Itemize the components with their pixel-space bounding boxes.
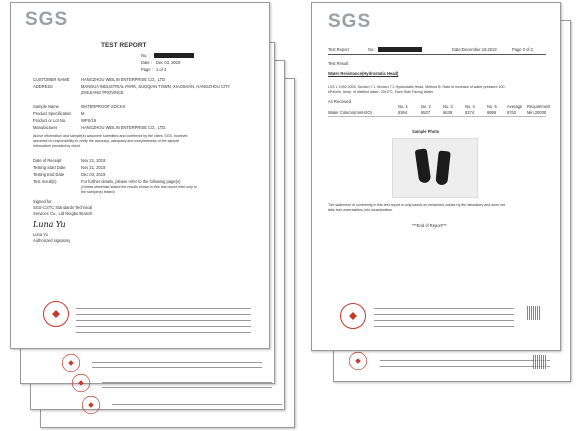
field-value: HANGZHOU WEILIN ENTERPRISE CO., LTD bbox=[81, 77, 166, 82]
header-no-label: No.: bbox=[368, 47, 376, 52]
date-label: Testing End Date bbox=[33, 172, 65, 177]
statement-line: The statement of conformity in this test report is only based on measured values by the laboratory and does not bbox=[328, 203, 505, 207]
table-cell: 6639 bbox=[443, 110, 453, 115]
end-of-report: ***End of Report*** bbox=[412, 223, 447, 228]
field-value: M bbox=[81, 111, 85, 116]
header-divider bbox=[328, 54, 546, 55]
field-value: ZHEJIANG PROVINCE bbox=[81, 90, 124, 95]
field-label: Sample Name bbox=[33, 104, 59, 109]
table-header: No. 3 bbox=[443, 104, 453, 109]
test-result-label: Test Result bbox=[328, 61, 349, 66]
table-row-label: Water Column(mmH2O) bbox=[328, 110, 372, 115]
date-value: Nov 21, 2019 bbox=[81, 158, 106, 163]
field-label: Product Specification bbox=[33, 111, 72, 116]
as-received-label: As Received bbox=[328, 99, 351, 104]
date-value: For further details, please refer to the following page(s) bbox=[81, 179, 181, 184]
date-value: Nov 21, 2019 bbox=[81, 165, 106, 170]
method-line: LSS L 1092:2009, Section 7.1 Section 7.1 Hydrostatic Head, Method B: Rate of increase of water pressure 100 bbox=[328, 85, 505, 89]
sample-photo bbox=[392, 138, 478, 198]
field-value: WATERPROOF SOCKS bbox=[81, 104, 126, 109]
field-label: ADDRESS bbox=[33, 84, 53, 89]
field-value: MANGUA INDUSTRIAL PARK, SUOQIAN TOWN, XIAOSHAN, HANGZHOU CITY bbox=[81, 84, 231, 89]
report-date-label: Date : bbox=[141, 60, 152, 65]
table-cell: 6364 bbox=[398, 110, 408, 115]
sgs-seal-icon bbox=[43, 301, 69, 327]
right-report-page bbox=[311, 2, 561, 351]
field-label: Product or Lot No. bbox=[33, 118, 67, 123]
table-cell: 6374 bbox=[465, 110, 475, 115]
disclaimer-line: Above information and sample(s) was/were submitted and confirmed by the client. SGS, however, bbox=[33, 134, 189, 138]
method-line: kPa/min, temp. of distilled water: 20±2°C, Face Side Facing Water bbox=[328, 90, 434, 94]
report-heading: TEST REPORT bbox=[101, 42, 147, 49]
header-date: Date:December 18,2019 bbox=[452, 47, 497, 52]
date-label: Date of Receipt bbox=[33, 158, 62, 163]
date-label: Testing Start Date bbox=[33, 165, 66, 170]
report-no-label: No. : bbox=[141, 53, 150, 58]
table-header: Requirement bbox=[527, 104, 551, 109]
header-page: Page 2 of 2 bbox=[512, 47, 533, 52]
disclaimer-line: information provided by client. bbox=[33, 144, 81, 148]
disclaimer-line: assumes no responsibility to verify the accuracy, adequacy and completeness of the sample bbox=[33, 139, 180, 143]
report-date-value: Dec 03, 2019 bbox=[156, 60, 181, 65]
left-report-page bbox=[10, 2, 270, 349]
date-value: Dec 03, 2019 bbox=[81, 172, 106, 177]
table-cell: 6537 bbox=[421, 110, 431, 115]
field-label: CUSTOMER NAME bbox=[33, 77, 70, 82]
qr-code-icon bbox=[527, 306, 541, 320]
sample-photo-title: Sample Photo bbox=[412, 129, 440, 134]
table-header: No. 4 bbox=[465, 104, 475, 109]
sock-image bbox=[435, 150, 450, 185]
redacted-report-number bbox=[378, 47, 422, 52]
signed-for-line: Signed for bbox=[33, 199, 52, 204]
field-label: Manufacturer bbox=[33, 125, 58, 130]
table-header: No. 1 bbox=[398, 104, 408, 109]
table-header: Average bbox=[507, 104, 523, 109]
date-label: Test result(s) bbox=[33, 179, 57, 184]
sgs-logo: SGS bbox=[25, 9, 69, 30]
table-cell: 6762 bbox=[507, 110, 517, 115]
report-page-value: 1 of 4 bbox=[156, 67, 167, 72]
table-cell: 6995 bbox=[487, 110, 497, 115]
table-header: No. 5 bbox=[487, 104, 497, 109]
signed-for-line: SGS-CSTC Standards Technical bbox=[33, 205, 93, 210]
handwritten-signature: Luna Yu bbox=[33, 220, 66, 229]
section-title: Water Resistance(Hydrostatic Head) bbox=[328, 71, 399, 76]
sgs-seal-icon bbox=[340, 303, 366, 329]
table-cell: Min.20000 bbox=[527, 110, 547, 115]
redacted-report-number bbox=[154, 53, 194, 58]
date-note: (Unless otherwise stated the results shown in this test report refer only to bbox=[81, 185, 197, 189]
sgs-logo: SGS bbox=[328, 11, 372, 32]
report-page-label: Page : bbox=[141, 67, 153, 72]
statement-line: take test uncertainties into consideration. bbox=[328, 208, 394, 212]
table-header: No. 2 bbox=[421, 104, 431, 109]
header-report-label: Test Report bbox=[328, 47, 349, 52]
date-note: the sample(s) tested) bbox=[81, 190, 115, 194]
sock-image bbox=[415, 148, 432, 183]
signed-for-line: Services Co., Ltd Ningbo Branch bbox=[33, 211, 93, 216]
signer-title: Authorized signatory bbox=[33, 238, 71, 243]
signer-name: Luna Yu bbox=[33, 232, 48, 237]
field-value: WPS/19 bbox=[81, 118, 97, 123]
field-value: HANGZHOU WEILIN ENTERPRISE CO., LTD. bbox=[81, 125, 167, 130]
